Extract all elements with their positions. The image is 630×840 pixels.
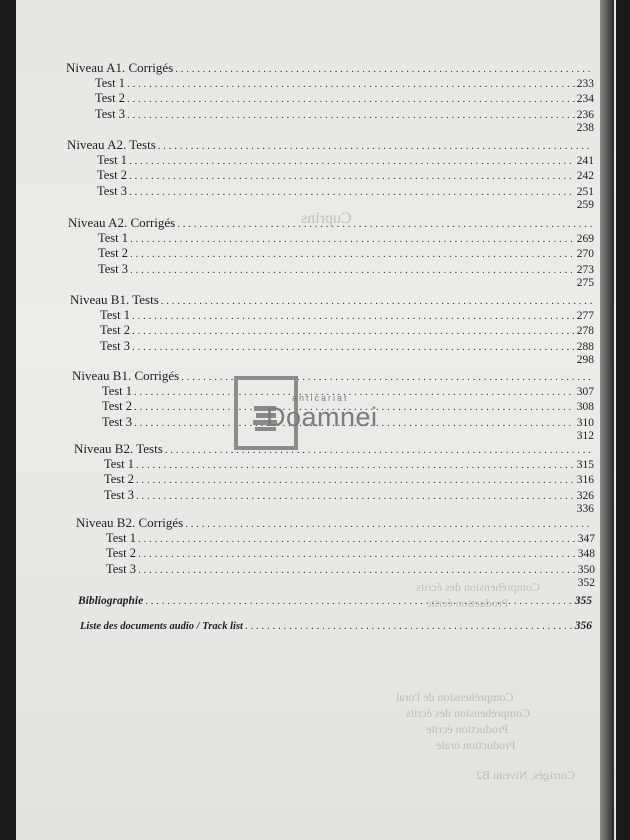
toc-entry[interactable] <box>16 308 616 324</box>
toc-page-number: 352 <box>577 577 595 589</box>
toc-page-number: 236 <box>576 108 594 121</box>
toc-entry-label: Test 1 <box>102 383 133 398</box>
toc-heading-row[interactable] <box>16 137 616 153</box>
toc-page-number: 315 <box>576 458 594 471</box>
toc-section <box>16 60 616 138</box>
watermark-text <box>266 393 378 431</box>
toc-heading: Niveau A2. Corrigés <box>68 215 176 230</box>
toc-entry-label: Test 2 <box>95 91 126 105</box>
toc-page-number: 310 <box>576 416 594 429</box>
toc-entry-label: Test 3 <box>104 487 135 502</box>
toc-entry-label: Test 2 <box>106 546 137 560</box>
toc-page-number: 270 <box>576 248 594 260</box>
page-edge-shadow <box>600 0 614 840</box>
toc-entry[interactable] <box>16 488 616 504</box>
toc-entry-label: Test 2 <box>97 168 128 182</box>
toc-entry-label: Test 3 <box>106 561 137 576</box>
bleed-through: Production orale <box>436 738 516 752</box>
toc-entry[interactable] <box>16 546 616 562</box>
toc-page-number: 234 <box>576 93 594 105</box>
toc-page-number: 308 <box>576 401 594 413</box>
bleed-through: Compréhension des écrits <box>416 580 540 594</box>
toc-entry[interactable] <box>16 168 616 184</box>
toc-heading-row[interactable] <box>16 515 616 531</box>
toc-page-number: 316 <box>576 474 594 486</box>
toc-heading: Niveau B1. Corrigés <box>72 368 180 383</box>
toc-section <box>16 137 616 215</box>
toc-entry-label: Test 3 <box>98 261 129 276</box>
track-list-label: Liste des documents audio / Track list <box>80 620 243 632</box>
toc-entry-label: Test 3 <box>95 106 126 121</box>
toc-entry-label: Test 3 <box>102 414 133 429</box>
toc-page-number: 241 <box>576 154 594 167</box>
toc-heading-row[interactable] <box>16 292 616 308</box>
toc-entry[interactable] <box>16 562 616 578</box>
bibliography-label: Bibliographie <box>78 595 144 607</box>
toc-entry-label: Test 2 <box>98 246 129 260</box>
toc-entry-label: Test 1 <box>95 75 126 90</box>
toc-entry-label: Test 2 <box>100 323 131 337</box>
toc-entry-label: Test 3 <box>100 338 131 353</box>
toc-heading: Niveau A1. Corrigés <box>66 60 174 75</box>
toc-entry[interactable] <box>16 91 616 107</box>
bleed-through: Compréhension de l'oral <box>396 690 514 704</box>
toc-page-number: 336 <box>576 503 594 515</box>
toc-entry-label: Test 1 <box>97 152 128 167</box>
toc-entry-track-list[interactable] <box>16 620 616 636</box>
toc-entry[interactable] <box>16 339 616 355</box>
toc-entry-label: Test 2 <box>104 472 135 486</box>
toc-entry[interactable] <box>16 76 616 92</box>
bleed-through: Compréhension des écrits <box>406 706 530 720</box>
toc-page-number: 288 <box>576 340 594 353</box>
toc-entry[interactable] <box>16 184 616 200</box>
toc-page-number: 251 <box>576 185 594 198</box>
toc-page-number: 355 <box>574 595 592 607</box>
bleed-through: Production écrite <box>426 722 509 736</box>
toc-page-number: 307 <box>576 385 594 398</box>
toc-entry[interactable] <box>16 323 616 339</box>
toc-page-number: 242 <box>576 170 594 182</box>
toc-heading: Niveau A2. Tests <box>67 137 156 152</box>
toc-page-number: 238 <box>576 122 594 134</box>
toc-page-number: 350 <box>577 563 595 576</box>
toc-entry <box>16 122 616 138</box>
toc-heading-row[interactable] <box>16 441 616 457</box>
toc-entry[interactable] <box>16 153 616 169</box>
toc-entry-label: Test 1 <box>98 230 129 245</box>
watermark-small: anticariat <box>292 393 349 403</box>
toc-page-number: 275 <box>576 277 594 289</box>
toc-page-number: 326 <box>576 489 594 502</box>
toc-page-number: 347 <box>577 532 595 545</box>
toc-page-number: 348 <box>577 548 595 560</box>
toc-entry-bibliography[interactable] <box>16 595 616 611</box>
toc-entry[interactable] <box>16 531 616 547</box>
toc-entry[interactable] <box>16 262 616 278</box>
toc-entry-label: Test 1 <box>106 530 137 545</box>
toc-page-number: 269 <box>576 232 594 245</box>
toc-extras <box>16 595 616 635</box>
watermark-big: Doamnei <box>266 402 378 432</box>
toc-entry[interactable] <box>16 457 616 473</box>
toc-heading-row[interactable] <box>16 60 616 76</box>
toc-page-number: 298 <box>576 354 594 366</box>
bleed-through: Cuprins <box>301 210 352 227</box>
bleed-through: Production écrite <box>426 596 509 610</box>
toc-page-number: 233 <box>576 77 594 90</box>
toc-heading: Niveau B2. Corrigés <box>76 515 184 530</box>
toc-page-number: 356 <box>574 619 592 632</box>
toc-heading: Niveau B1. Tests <box>70 292 159 307</box>
book-page <box>16 0 616 840</box>
toc-section <box>16 292 616 370</box>
bleed-through: Corrigés. Niveau B2 <box>476 768 575 782</box>
toc-heading-row[interactable] <box>16 368 616 384</box>
toc-section <box>16 441 616 519</box>
toc-page-number: 312 <box>576 430 594 442</box>
toc-entry-label: Test 3 <box>97 183 128 198</box>
toc-page-number: 278 <box>576 325 594 337</box>
toc-page-number: 259 <box>576 199 594 211</box>
toc-entry[interactable] <box>16 107 616 123</box>
toc-heading: Niveau B2. Tests <box>74 441 163 456</box>
toc-entry-label: Test 2 <box>102 399 133 413</box>
toc-entry[interactable] <box>16 472 616 488</box>
toc-entry-label: Test 1 <box>104 456 135 471</box>
toc-entry <box>16 277 616 293</box>
toc-entry-label: Test 1 <box>100 307 131 322</box>
toc-page-number: 277 <box>576 309 594 322</box>
toc-entry[interactable] <box>16 246 616 262</box>
toc-entry[interactable] <box>16 231 616 247</box>
toc-page-number: 273 <box>576 263 594 276</box>
